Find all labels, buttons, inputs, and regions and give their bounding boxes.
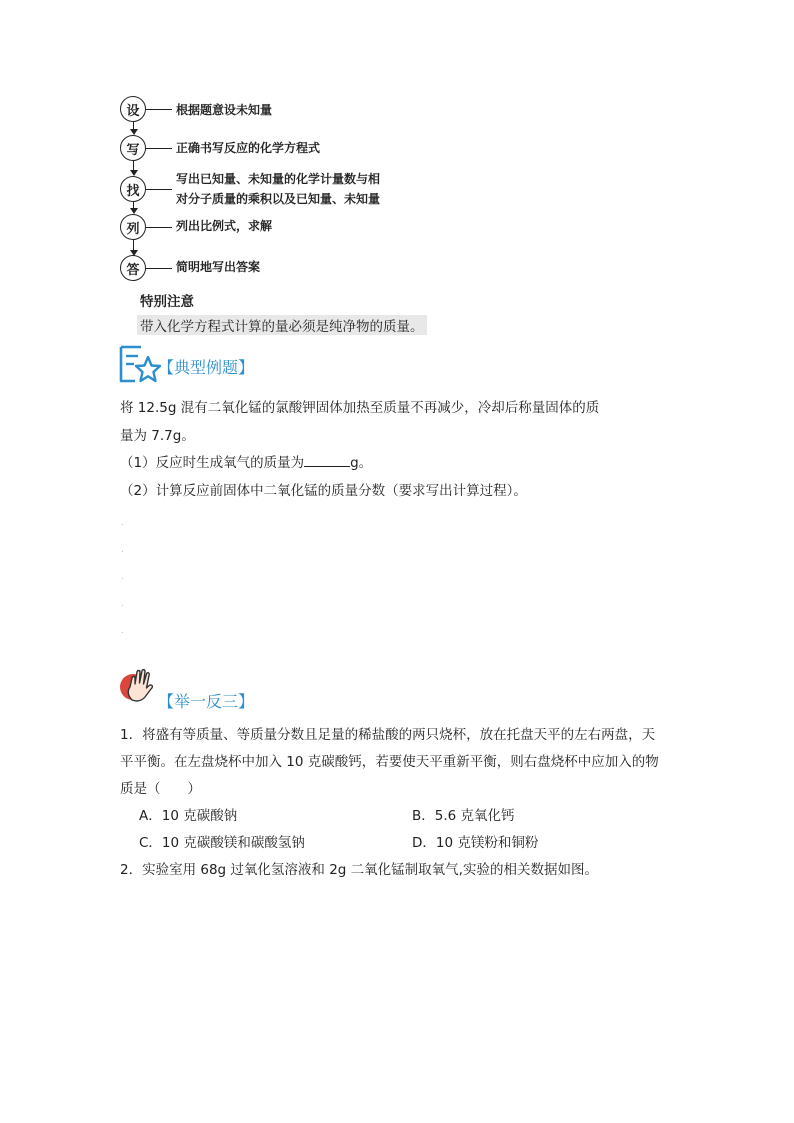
- practice-q1-line1: 1．将盛有等质量、等质量分数且足量的稀盐酸的两只烧杯，放在托盘天平的左右两盘，天: [120, 727, 656, 743]
- flow-connector: [146, 268, 172, 269]
- flow-step-text: 根据题意设未知量: [176, 103, 273, 117]
- paragraph-mark: .: [121, 572, 124, 582]
- note-title: 特别注意: [140, 294, 194, 310]
- flow-node-xie: 写: [120, 135, 146, 161]
- paragraph-mark: .: [121, 599, 124, 609]
- option-d: D．10 克镁粉和铜粉: [412, 835, 539, 851]
- subquestion-1-suffix: g。: [350, 455, 373, 471]
- example-heading: 【典型例题】: [158, 358, 255, 377]
- paragraph-mark: .: [121, 626, 124, 636]
- subquestion-1-prefix: （1）反应时生成氧气的质量为: [120, 455, 305, 471]
- flow-connector: [146, 148, 172, 149]
- practice-q2: 2．实验室用 68g 过氧化氢溶液和 2g 二氧化锰制取氧气,实验的相关数据如图。: [120, 862, 598, 878]
- practice-heading: 【举一反三】: [158, 692, 255, 711]
- option-a: A．10 克碳酸钠: [139, 808, 238, 824]
- option-c: C．10 克碳酸镁和碳酸氢钠: [139, 835, 305, 851]
- example-question-line2: 量为 7.7g。: [120, 428, 195, 444]
- practice-q1-line2: 平平衡。在左盘烧杯中加入 10 克碳酸钙，若要使天平重新平衡，则右盘烧杯中应加入的物: [120, 754, 659, 770]
- option-b: B．5.6 克氧化钙: [412, 808, 515, 824]
- flow-step-text: 列出比例式，求解: [176, 219, 273, 233]
- practice-q1-line3: 质是（ ）: [120, 781, 201, 797]
- example-question-line1: 将 12.5g 混有二氧化锰的氯酸钾固体加热至质量不再减少，冷却后称量固体的质: [120, 400, 600, 416]
- answer-blank: [304, 453, 350, 467]
- flow-connector: [146, 189, 172, 190]
- flow-node-she: 设: [120, 96, 146, 122]
- flow-step-text-line1: 写出已知量、未知量的化学计量数与相: [176, 172, 381, 186]
- hand-icon: [118, 662, 160, 704]
- flow-step-text: 简明地写出答案: [176, 260, 261, 274]
- example-subquestion-1: [120, 453, 372, 473]
- flow-node-da: 答: [120, 255, 146, 281]
- flow-connector: [146, 109, 172, 110]
- flow-connector: [146, 227, 172, 228]
- flow-step-text-line2: 对分子质量的乘积以及已知量、未知量: [176, 192, 381, 206]
- note-body: 带入化学方程式计算的量必须是纯净物的质量。: [137, 315, 427, 335]
- paragraph-mark: .: [121, 518, 124, 528]
- example-subquestion-2: （2）计算反应前固体中二氧化锰的质量分数（要求写出计算过程）。: [120, 483, 527, 499]
- flow-node-lie: 列: [120, 214, 146, 240]
- paragraph-mark: .: [121, 545, 124, 555]
- example-star-icon: [118, 343, 162, 387]
- flow-step-text: 正确书写反应的化学方程式: [176, 141, 321, 155]
- flow-node-zhao: 找: [120, 176, 146, 202]
